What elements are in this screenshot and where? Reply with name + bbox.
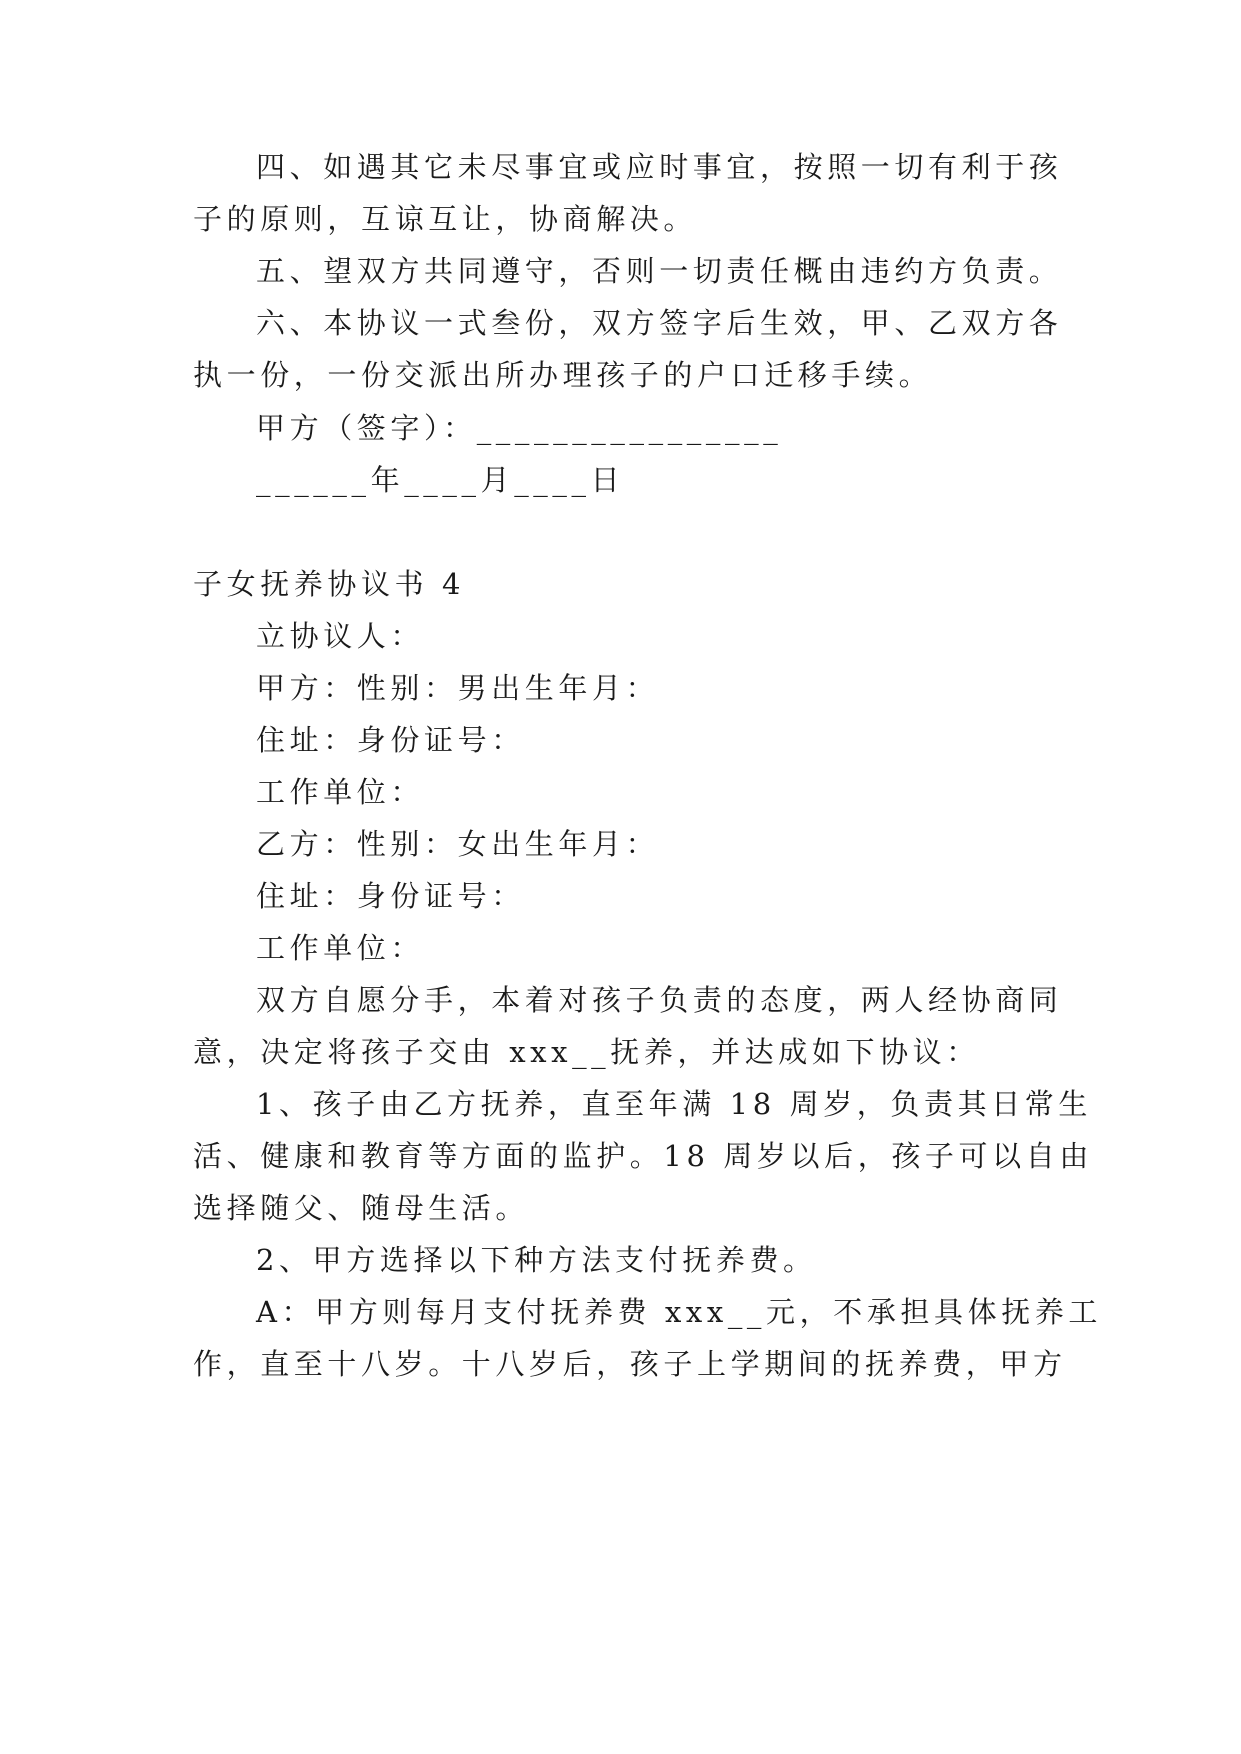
paragraph-line: A：甲方则每月支付抚养费 xxx__元，不承担具体抚养工	[256, 1295, 1103, 1329]
paragraph-line: 立协议人：	[256, 619, 425, 653]
paragraph-line: 1、孩子由乙方抚养，直至年满 18 周岁，负责其日常生	[256, 1087, 1092, 1121]
paragraph-line: 甲方：性别：男出生年月：	[256, 671, 660, 705]
paragraph-line: 六、本协议一式叁份，双方签字后生效，甲、乙双方各	[256, 306, 1063, 340]
paragraph-line: 作，直至十八岁。十八岁后，孩子上学期间的抚养费，甲方	[193, 1347, 1067, 1381]
paragraph-line: 工作单位：	[256, 775, 425, 809]
section-title: 子女抚养协议书 4	[193, 567, 466, 601]
paragraph-line: 执一份，一份交派出所办理孩子的户口迁移手续。	[193, 358, 933, 392]
paragraph-line: 子的原则，互谅互让，协商解决。	[193, 202, 698, 236]
paragraph-line: 工作单位：	[256, 931, 425, 965]
signature-line: 甲方（签字）：________________	[256, 411, 783, 445]
paragraph-line: 住址：身份证号：	[256, 723, 525, 757]
paragraph-line: 双方自愿分手，本着对孩子负责的态度，两人经协商同	[256, 983, 1063, 1017]
paragraph-line: 乙方：性别：女出生年月：	[256, 827, 660, 861]
date-line: ______年____月____日	[256, 463, 625, 497]
paragraph-line: 四、如遇其它未尽事宜或应时事宜，按照一切有利于孩	[256, 150, 1063, 184]
paragraph-line: 住址：身份证号：	[256, 879, 525, 913]
paragraph-line: 五、望双方共同遵守，否则一切责任概由违约方负责。	[256, 254, 1063, 288]
paragraph-line: 意，决定将孩子交由 xxx__抚养，并达成如下协议：	[193, 1035, 980, 1069]
paragraph-line: 选择随父、随母生活。	[193, 1191, 530, 1225]
paragraph-line: 2、甲方选择以下种方法支付抚养费。	[256, 1243, 817, 1277]
paragraph-line: 活、健康和教育等方面的监护。18 周岁以后，孩子可以自由	[193, 1139, 1093, 1173]
